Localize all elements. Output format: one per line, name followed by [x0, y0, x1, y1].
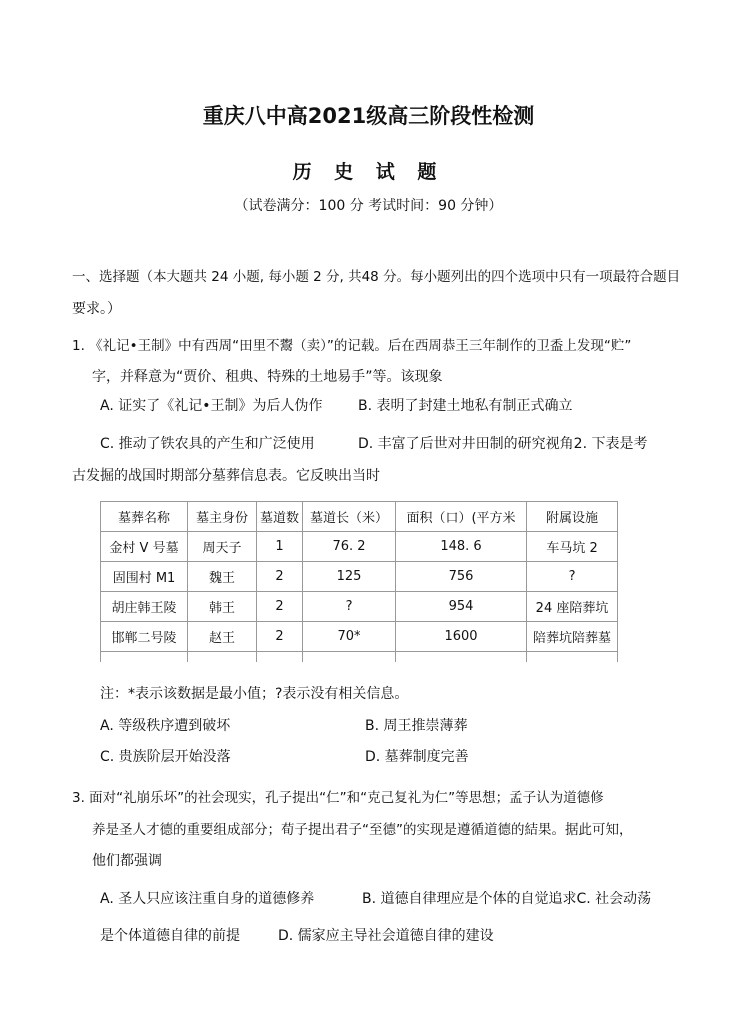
table-cell: 胡庄韩王陵	[101, 592, 188, 622]
q3-option-c-cont: 是个体道德自律的前提	[100, 928, 240, 944]
table-cell: 1600	[396, 622, 527, 652]
section-instruction-line2: 要求。）	[72, 301, 121, 317]
q3-option-a: A. 圣人只应该注重自身的道德修养	[100, 891, 315, 907]
table-cell: 76. 2	[303, 532, 396, 562]
exam-info: （试卷满分：100 分 考试时间：90 分钟）	[234, 198, 503, 214]
table-header-cell: 墓道数	[257, 502, 303, 532]
table-cell: 954	[396, 592, 527, 622]
q1-stem-line2: 字，并释意为“贾价、租典、特殊的土地易手”等。该现象	[92, 369, 443, 385]
table-cell: 周天子	[188, 532, 257, 562]
table-row	[101, 562, 618, 592]
q3-stem-line3: 他们都强调	[92, 853, 162, 869]
q3-stem-line1: 3. 面对“礼崩乐坏”的社会现实，孔子提出“仁”和“克己复礼为仁”等思想；孟子认为道德修	[72, 790, 604, 806]
q2-stem-line2: 古发掘的战国时期部分墓葬信息表。它反映出当时	[72, 468, 380, 484]
table-cell: ?	[527, 562, 618, 592]
q1-option-b: B. 表明了封建土地私有制正式确立	[358, 398, 573, 414]
table-header-cell: 附属设施	[527, 502, 618, 532]
table-header-cell: 墓道长（米）	[303, 502, 396, 532]
table-cell: 1	[257, 532, 303, 562]
q1-option-c: C. 推动了铁农具的产生和广泛使用	[100, 436, 315, 452]
section-instruction-line1: 一、选择题（本大题共 24 小题, 每小题 2 分, 共48 分。每小题列出的四个选项中只有一项最符合题目	[72, 269, 681, 285]
q3-stem-line2: 养是圣人才德的重要组成部分；荀子提出君子“至德”的实现是遵循道德的結果。据此可知，	[92, 822, 633, 838]
table-cell: 魏王	[188, 562, 257, 592]
table-row	[101, 622, 618, 652]
table-header-cell: 面积（口）(平方米	[396, 502, 527, 532]
exam-title: 重庆八中高2021级高三阶段性检测	[202, 104, 535, 128]
table-cell: 756	[396, 562, 527, 592]
table-row	[101, 532, 618, 562]
table-cell: 125	[303, 562, 396, 592]
q2-option-d: D. 墓葬制度完善	[365, 749, 469, 765]
table-cell: 赵王	[188, 622, 257, 652]
table-row	[101, 592, 618, 622]
table-cell: 车马坑 2	[527, 532, 618, 562]
table-cell: 韩王	[188, 592, 257, 622]
table-cell: 2	[257, 622, 303, 652]
table-cell: 24 座陪葬坑	[527, 592, 618, 622]
table-cell: 固围村 M1	[101, 562, 188, 592]
tomb-info-table	[100, 501, 618, 662]
table-cell: 2	[257, 562, 303, 592]
table-cell: 148. 6	[396, 532, 527, 562]
table-cell: ?	[303, 592, 396, 622]
table-header-row	[101, 502, 618, 532]
table-cell: 70*	[303, 622, 396, 652]
q2-option-b: B. 周王推崇薄葬	[365, 718, 468, 734]
table-cell: 金村 V 号墓	[101, 532, 188, 562]
q3-option-d: D. 儒家应主导社会道德自律的建设	[278, 928, 494, 944]
table-cell: 邯郸二号陵	[101, 622, 188, 652]
table-cell: 2	[257, 592, 303, 622]
table-empty-row	[101, 652, 618, 663]
table-header-cell: 墓主身份	[188, 502, 257, 532]
q1-option-a: A. 证实了《礼记•王制》为后人伪作	[100, 398, 323, 414]
q2-option-c: C. 贵族阶层开始没落	[100, 749, 231, 765]
q2-option-a: A. 等级秩序遭到破坏	[100, 718, 231, 734]
table-cell: 陪葬坑陪葬墓	[527, 622, 618, 652]
q2-table-note: 注：*表示该数据是最小值；?表示没有相关信息。	[100, 686, 409, 702]
table-header-cell: 墓葬名称	[101, 502, 188, 532]
subject-title: 历 史 试 题	[292, 161, 445, 183]
q1-stem-line1: 1. 《礼记•王制》中有西周“田里不鬻（卖）”的记载。后在西周恭王三年制作的卫盉上发现“贮”	[72, 338, 632, 354]
q3-option-b-c: B. 道德自律理应是个体的自觉追求C. 社会动荡	[362, 891, 652, 907]
q1-option-d-q2-start: D. 丰富了后世对井田制的研究视角2. 下表是考	[358, 436, 648, 452]
